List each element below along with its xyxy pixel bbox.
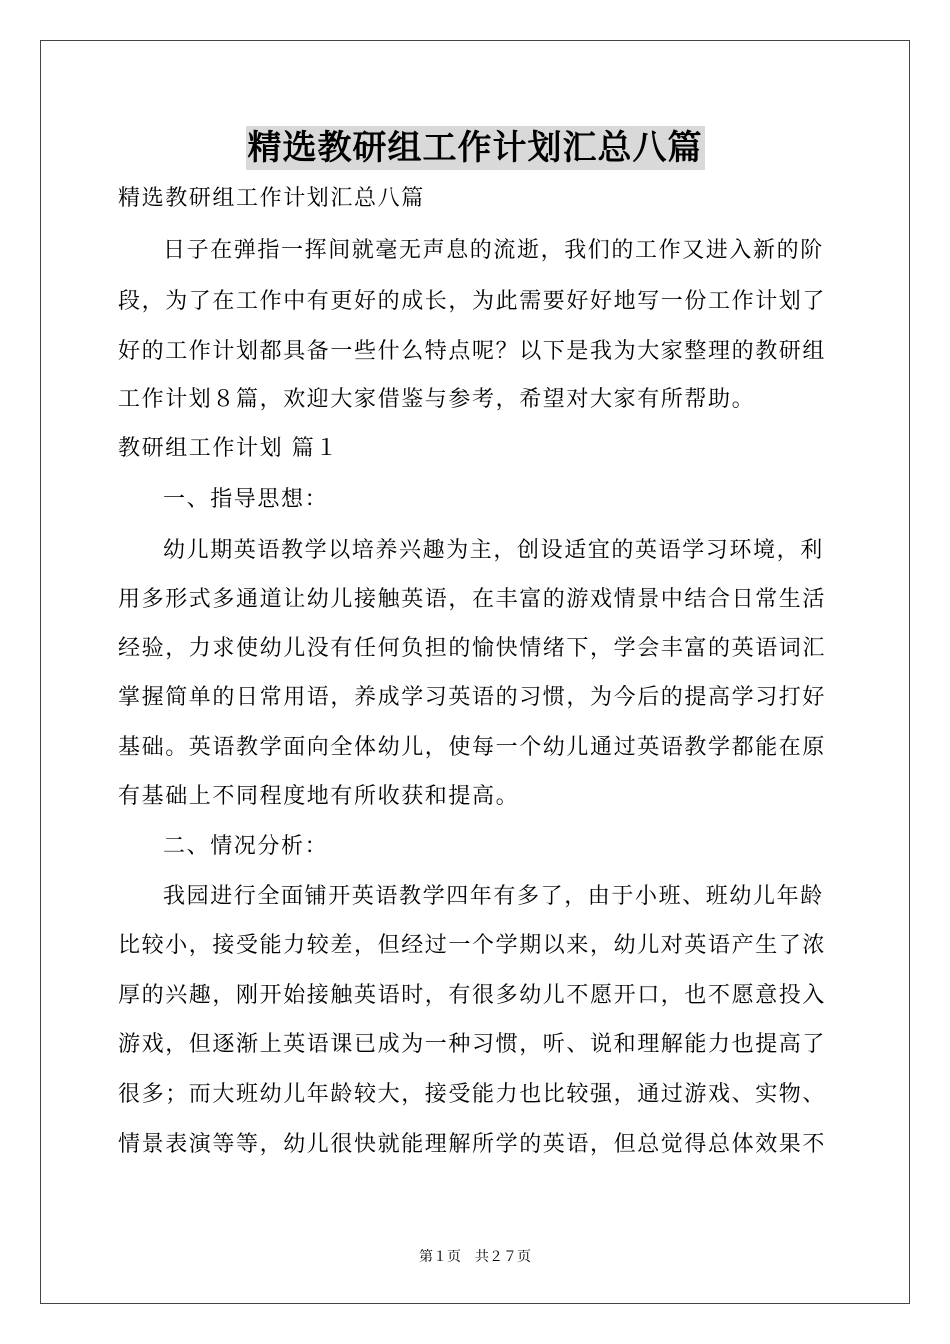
paragraph-line: 基础。英语教学面向全体幼儿，使每一个幼儿通过英语教学都能在原: [118, 735, 827, 760]
paragraph-line: 工作计划８篇，欢迎大家借鉴与参考，希望对大家有所帮助。: [118, 387, 756, 412]
paragraph-line: 经验，力求使幼儿没有任何负担的愉快情绪下，学会丰富的英语词汇: [118, 636, 827, 661]
paragraph-line: 幼儿期英语教学以培养兴趣为主，创设适宜的英语学习环境，利: [163, 538, 824, 563]
page-footer: 第１页 共２７页: [419, 1249, 531, 1265]
paragraph-line: 很多；而大班幼儿年龄较大，接受能力也比较强，通过游戏、实物、: [118, 1082, 827, 1107]
paragraph-line: 掌握简单的日常用语，养成学习英语的习惯，为今后的提高学习打好: [118, 685, 827, 710]
paragraph-line: 好的工作计划都具备一些什么特点呢？以下是我为大家整理的教研组: [118, 339, 827, 364]
paragraph-line: 用多形式多通道让幼儿接触英语，在丰富的游戏情景中结合日常生活: [118, 587, 827, 612]
subsection-heading: 二、情况分析：: [163, 834, 329, 859]
subtitle-line: 精选教研组工作计划汇总八篇: [118, 186, 425, 211]
paragraph-line: 情景表演等等，幼儿很快就能理解所学的英语，但总觉得总体效果不: [118, 1132, 827, 1157]
paragraph-line: 有基础上不同程度地有所收获和提高。: [118, 784, 520, 809]
paragraph-line: 段，为了在工作中有更好的成长，为此需要好好地写一份工作计划了: [118, 289, 827, 314]
paragraph-line: 厚的兴趣，刚开始接触英语时，有很多幼儿不愿开口，也不愿意投入: [118, 983, 827, 1008]
document-title: [0, 126, 950, 170]
subsection-heading: 一、指导思想：: [163, 487, 329, 512]
paragraph-line: 我园进行全面铺开英语教学四年有多了，由于小班、班幼儿年龄: [163, 884, 824, 909]
paragraph-line: 游戏，但逐渐上英语课已成为一种习惯，听、说和理解能力也提高了: [118, 1032, 827, 1057]
paragraph-line: 日子在弹指一挥间就毫无声息的流逝，我们的工作又进入新的阶: [163, 238, 824, 263]
section-heading: 教研组工作计划 篇１: [118, 436, 339, 461]
document-title-text: 精选教研组工作计划汇总八篇: [247, 128, 703, 168]
paragraph-line: 比较小，接受能力较差，但经过一个学期以来，幼儿对英语产生了浓: [118, 933, 827, 958]
page-border: [40, 40, 910, 1304]
